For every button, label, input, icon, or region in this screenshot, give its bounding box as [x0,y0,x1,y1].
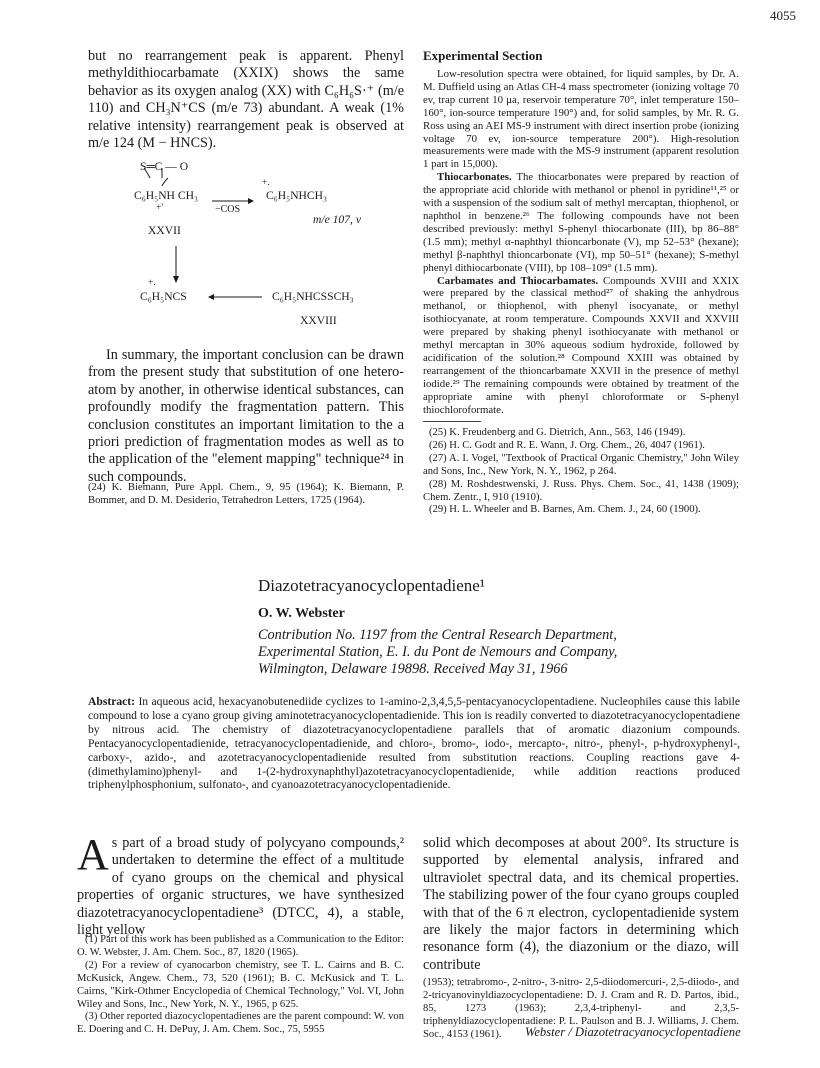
scheme-product: C₆H₅NHCH₃ [266,189,328,202]
footnote: (3) Other reported diazocyclopentadienes are the parent compound: W. von E. Doering and C. H. DePuy, J. Am. Chem. Soc., 75, 5955 [77,1011,404,1036]
abstract [88,695,740,792]
body-left-column [77,830,404,939]
footnote: (28) M. Roshdestwenski, J. Russ. Phys. Chem. Soc., 41, 1438 (1909); Chem. Zentr., I, 910 (1910). [423,478,739,503]
body-left-footnotes [77,934,404,1037]
drop-cap: A [77,830,109,879]
scheme-xxviii: XXVIII [300,314,337,327]
footnote-text: (24) K. Biemann, Pure Appl. Chem., 9, 95 (1964); K. Biemann, P. Bommer, and D. M. Desiderio, Tetrahedron Letters, 1725 (1964). [88,482,404,506]
scheme-product-mass: m/e 107, v [313,213,361,226]
paragraph: Low-resolution spectra were obtained, for liquid samples, by Dr. A. M. Duffield using an Atlas CH-4 mass spectrometer (ionizing voltage 70 ev, trap current 10 μa, reservoir temperature 70°, inlet temperature 150–160°, ion-source temperature 190°) and, for solid samples, by Mr. R. G. Ross using an AEI MS-9 instrument with direct insertion probe (ionizing voltage 70 ev, ion-source temperature 200°). High-resolution measurements were made with the MS-9 instrument (apparent resolution 1 part in 15,000). [423,68,739,171]
article-title: Diazotetracyanocyclopentadiene¹ [258,576,485,595]
run-in-heading: Carbamates and Thiocarbamates. [437,274,599,287]
scheme-s-c-o: S═C — O [140,160,189,173]
abstract-text: In aqueous acid, hexacyanobutenediide cyclizes to 1-amino-2,3,4,5,5-pentacyanocyclopentadiene. Nucleophiles cause this labile compound to lose a cyano group giving aminotetracyanocyclopentadienide. This ion is readily converted to diazotetracyanocyclopentadiene by nitrous acid. The chemistry of diazotetracyanocyclopentadiene parallels that of aromatic diazonium compounds. Pentacyanocyclopentadienide, tetracyanocyclopentadienide, and chloro-, bromo-, iodo-, mercapto-, nitro-, phenyl-, p-hydroxyphenyl-, carboxy-, azido-, and azotetracyanocyclopentadienide resulted from substitution reactions. Coupling reactions gave 4-(dimethylamino)phenyl- and 1-(2-hydroxynaphthyl)azotetracyanocyclopentadienide, while addition reactions produced triphenylphosphonium, sulfonato-, and cyanoazotetracyanocyclopentadienide. [88,695,740,792]
footnote: (25) K. Freudenberg and G. Dietrich, Ann., 563, 146 (1949). [429,427,686,438]
experimental-section [423,48,739,416]
footnote: (1953); tetrabromo-, 2-nitro-, 3-nitro- 2,5-diiodomercuri-, 2,5-diiodo-, and 2-tricyanovinyldiazocyclopentadiene: D. J. Cram and R. D. Partos, ibid., 85, 1273 (1963); 2,3,4-triphenyl- and 2,3,5-triphenyldiazocyclopentadiene: P. L. Paulson and B. J. Williams, J. Chem. Soc., 4153 (1961). [423,977,739,1040]
article-affiliation [258,627,617,678]
scheme-bottom-right: C₆H₅NHCSSCH₃ [272,290,354,303]
run-in-heading: Thiocarbonates. [437,171,512,184]
paragraph [423,275,739,417]
scheme-xxvii: XXVII [148,224,181,237]
body-right-column [423,835,739,974]
reaction-scheme [120,148,400,348]
paragraph-text: s part of a broad study of polycyano compounds,² undertaken to determine the effect of a multitude of cyano groups on the chemical and physical properties of organic structures, we have synthesized diazotetracyanocyclopentadiene³ (DTCC, 4), a stable, light yellow [77,835,404,939]
reaction-arrow-right-head [248,198,254,204]
paragraph: solid which decomposes at about 200°. Its structure is supported by elemental analysis, infrared and ultraviolet spectral data, and its chemical properties. The stabilizing power of the four cyano groups coupled with that of the 6 π electron, cyclopentadienide system are likely the major factors in determining which resonance form (4), the diazonium or the diazo, will contribute [423,835,739,973]
section-heading: Experimental Section [423,48,543,63]
scheme-bottom-plus: +. [148,278,156,288]
paragraph: In summary, the important conclusion can be drawn from the present study that substitution of one hetero-atom by another, in otherwise identical substances, can profoundly modify the fragmentation pattern. This conclusion constitutes an important limitation to the a priori prediction of fragmentation modes as well as to the application of the "element mapping" technique²⁴ in such compounds. [88,347,404,485]
affiliation-line: Contribution No. 1197 from the Central Research Department, [258,627,617,643]
footnote: (2) For a review of cyanocarbon chemistry, see T. L. Cairns and B. C. McKusick, Angew. Chem., 73, 520 (1961); B. C. McKusick and T. L. Cairns, "Kirk-Othmer Encyclopedia of Chemical Technology," Vol. VI, John Wiley and Sons, Inc., New York, N. Y., 1965, p 625. [77,959,404,1010]
paragraph [423,171,739,274]
left-column-summary [88,347,404,486]
article-author: O. W. Webster [258,606,345,621]
scheme-plus-left: +' [156,203,164,213]
experimental-footnotes [423,427,739,517]
paragraph-text: The thiocarbonates were prepared by reaction of the appropriate acid chloride with methanol or phenol in pyridine¹¹,²⁵ or with a suspension of the sodium salt of methyl mercaptan, thiophenol, or naphthol in benzene.²⁶ The following compounds have not been described previously: methyl S-phenyl thiocarbonate (III), bp 86–88° (1.5 mm); methyl α-naphthyl thioncarbonate (V), mp 52–53° (hexane); methyl β-naphthyl thioncarbonate (VI), mp 50–51° (hexane); S-methyl phenyl dithiocarbonate (VIII), bp 108–109° (1.5 mm). [423,171,739,274]
paragraph: but no rearrangement peak is apparent. Phenyl methyldithiocarbamate (XXIX) shows the same behavior as its oxygen analog (XX) with C₆H₆S·⁺ (m/e 110) and CH₃N⁺CS (m/e 73) abundant. A weak (1% relative intensity) rearrangement peak is observed at m/e 124 (M − HNCS). [88,48,404,152]
reaction-arrow-left-head [208,294,214,300]
scheme-arrow-label: −COS [215,204,241,215]
footnote: (29) H. L. Wheeler and B. Barnes, Am. Chem. J., 24, 60 (1900). [429,504,701,516]
running-footer: Webster / Diazotetracyanocyclopentadiene [525,1025,741,1039]
footnote: (26) H. C. Godt and R. E. Wann, J. Org. Chem., 26, 4047 (1961). [429,439,705,451]
scheme-left-formula: C₆H₅NH CH₃ [134,189,198,202]
footnote-24 [88,482,404,508]
bond-stroke [162,178,168,186]
paragraph-text: Compounds XVIII and XXIX were prepared by the classical method²⁷ of shaking the anhydrous methanol, or thiophenol, with phenyl isocyanate, or methyl isothiocyanate, at room temperature. Compounds XXVII and XXVIII were prepared by shaking phenyl isothiocyanate with methanol or methyl mercaptan in 30% aqueous sodium hydroxide, followed by acidification of the solution.²⁸ Compound XXIII was obtained by rearrangement of the thioncarbamate XXVII in the presence of methyl iodide.²⁹ The remaining compounds were obtained by treatment of the appropriate amine with phenyl chloroformate or S-phenyl thiochloroformate. [423,274,739,416]
scheme-plus-top: +. [262,178,270,188]
page-number: 4055 [770,8,796,23]
footnote-rule [423,421,481,422]
abstract-label: Abstract: [88,695,136,708]
reaction-arrow-down-head [173,276,179,283]
affiliation-line: Experimental Station, E. I. du Pont de Nemours and Company, [258,644,618,660]
left-column-top [88,48,404,152]
footnote: (1) Part of this work has been published as a Communication to the Editor: O. W. Webster, J. Am. Chem. Soc., 87, 1820 (1965). [77,934,404,958]
affiliation-line: Wilmington, Delaware 19898. Received May 31, 1966 [258,661,568,677]
scheme-bottom-left: C₆H₅NCS [140,290,187,303]
footnote: (27) A. I. Vogel, "Textbook of Practical Organic Chemistry," John Wiley and Sons, Inc., New York, N. Y., 1962, p 264. [423,452,739,477]
